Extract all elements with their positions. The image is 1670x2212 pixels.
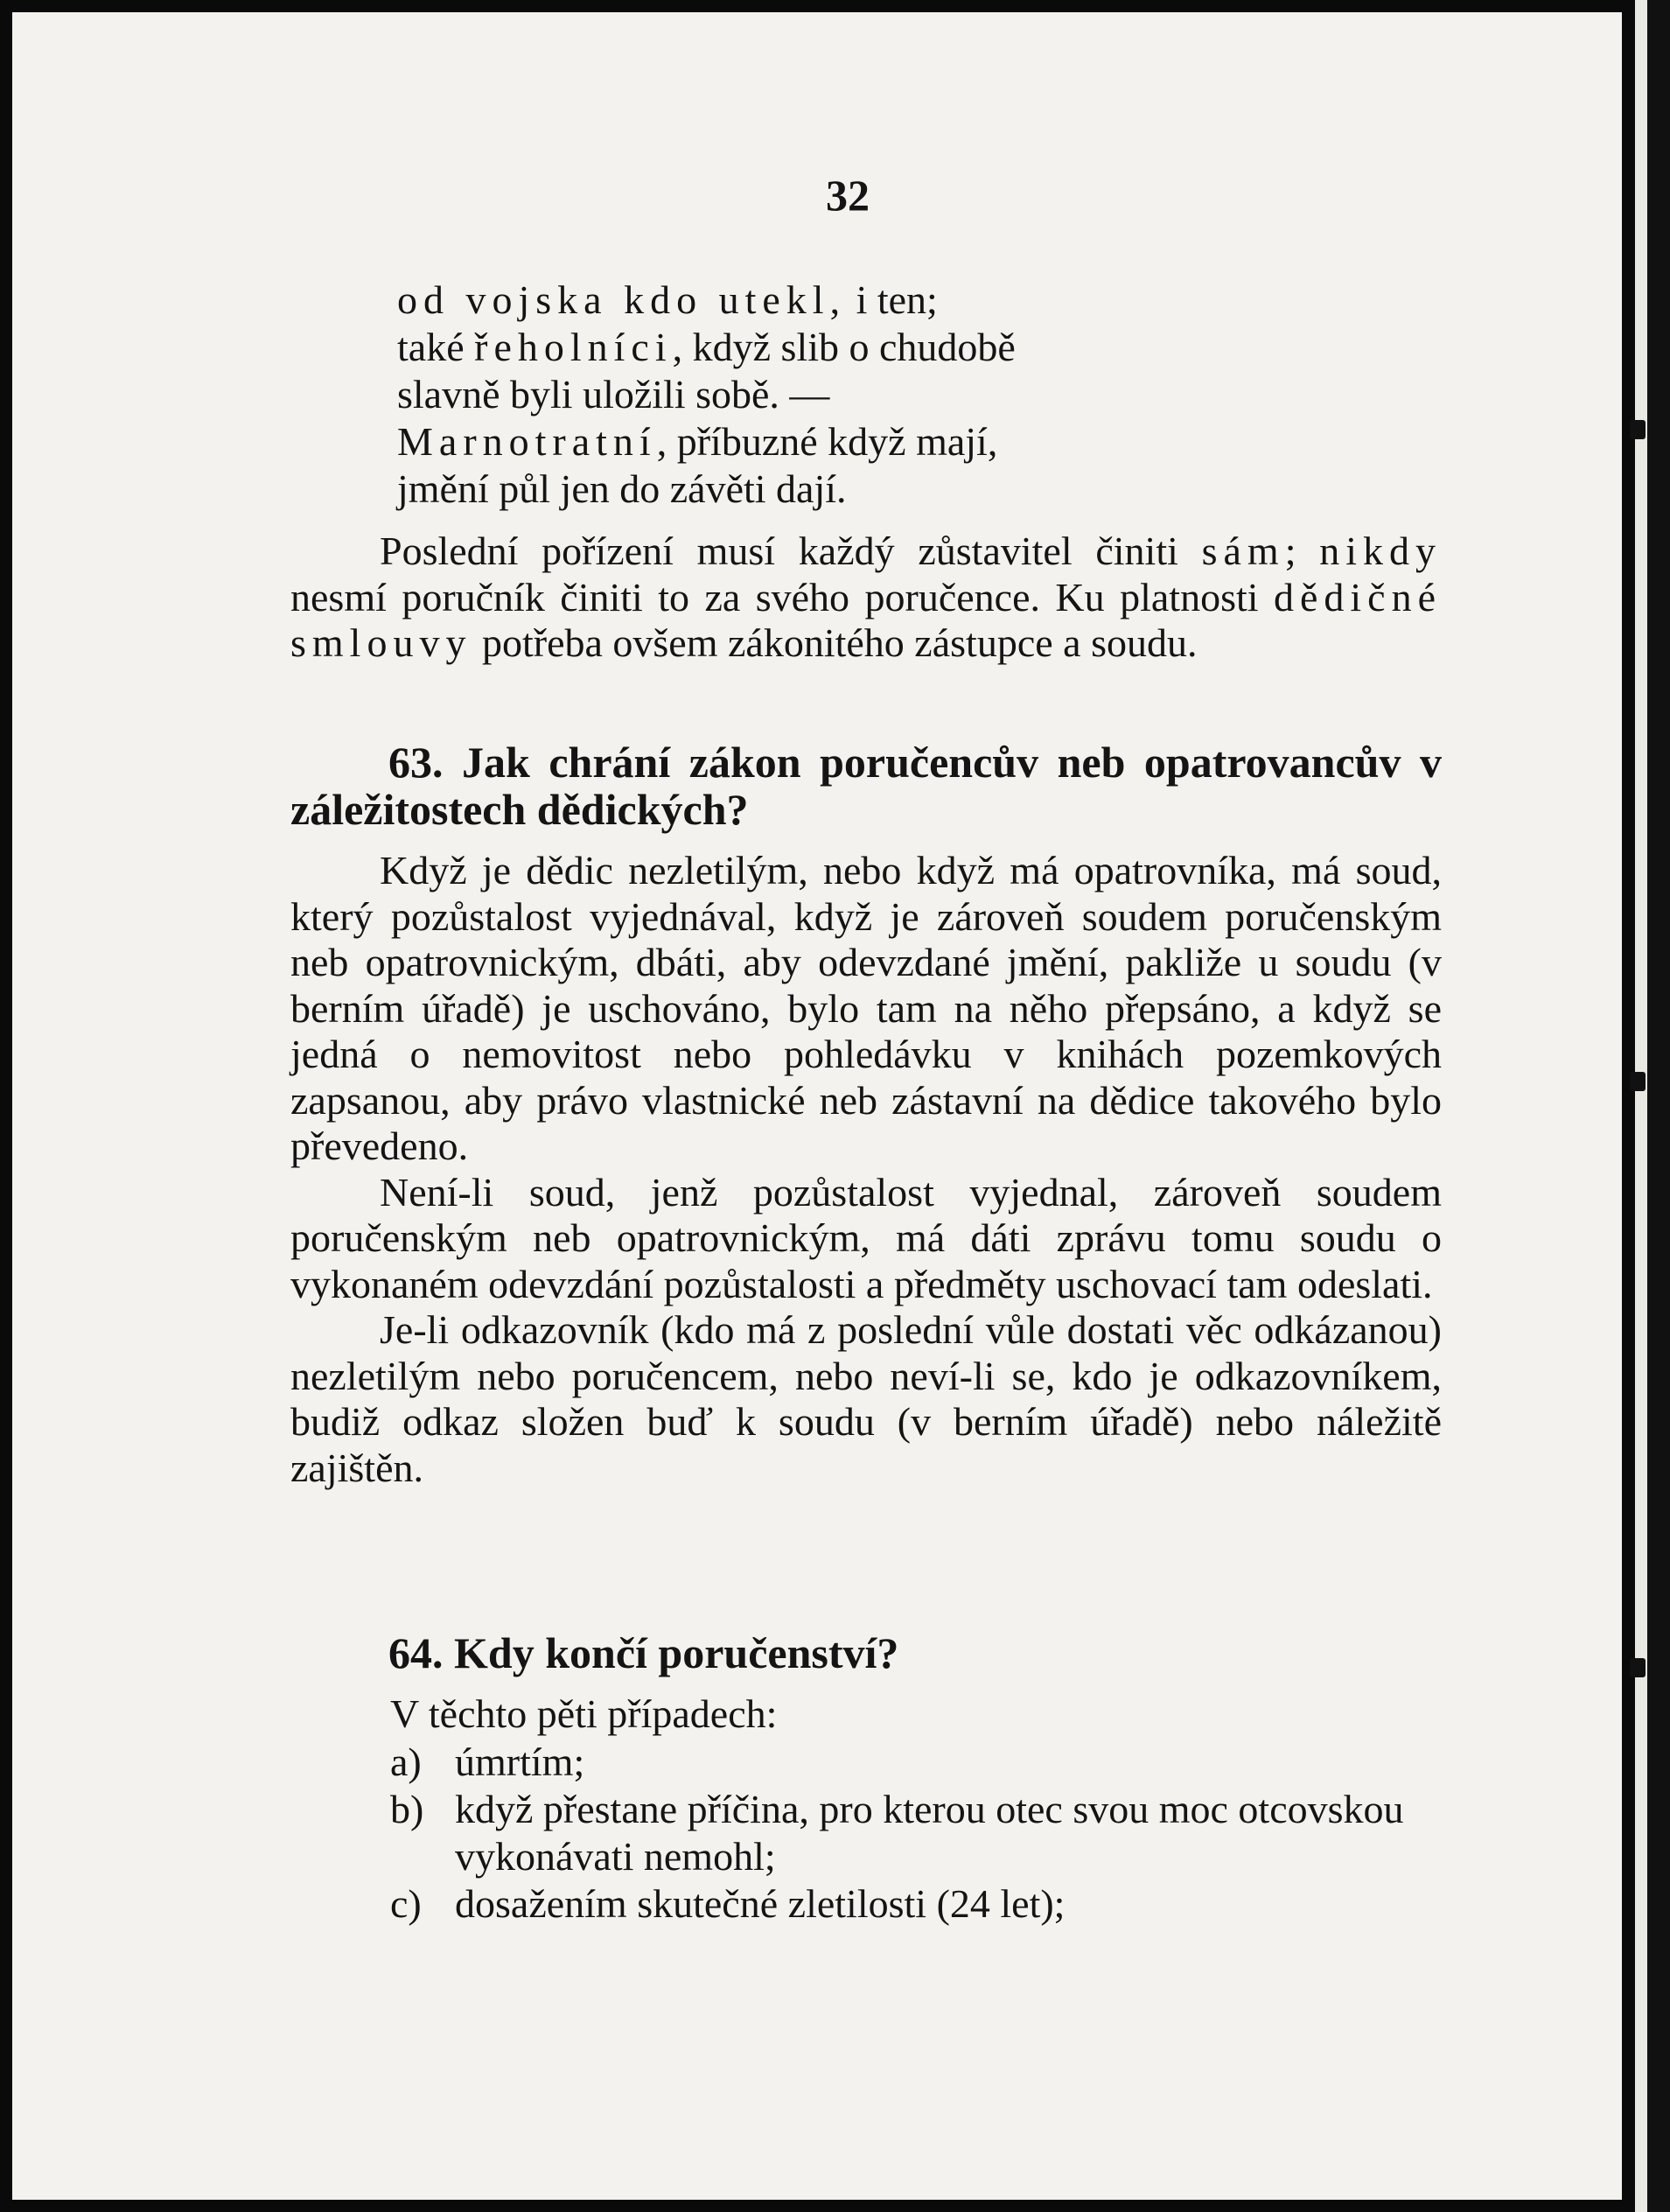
list-marker: b) bbox=[390, 1787, 424, 1831]
page-edge bbox=[1635, 0, 1670, 2212]
section-heading-63: 63. Jak chrání zákon poručencův neb opatrovancův v záležitostech dědických? bbox=[290, 738, 1442, 834]
list-item bbox=[390, 1739, 1457, 1786]
list-item bbox=[390, 1880, 1457, 1928]
verse-line: také řeholníci, když slib o chudobě bbox=[397, 325, 1016, 369]
list-marker: a) bbox=[390, 1740, 422, 1784]
list-marker: c) bbox=[390, 1881, 422, 1926]
section-heading-64: 64. Kdy končí poručenství? bbox=[388, 1628, 899, 1677]
list-item-text: úmrtím; bbox=[455, 1740, 585, 1784]
section-64-list bbox=[390, 1739, 1457, 1928]
paragraph: Když je dědic nezletilým, nebo když má opatrovníka, má soud, který pozůstalost vyjednával, když je zároveň soudem poručenským neb opatrovnickým, dbáti, aby odevzdané jmění, pakliže u soudu (v berním úřadě) je uschováno, bylo tam na něho přepsáno, a když se jedná o nemovitost nebo pohledávku v knihách pozemkových zapsanou, aby právo vlastnické neb zástavní na dědice takového bylo převedeno. bbox=[290, 848, 1442, 1168]
paragraph: Je-li odkazovník (kdo má z poslední vůle dostati věc odkázanou) nezletilým nebo poručencem, nebo neví-li se, kdo je odkazovníkem, budiž odkaz složen buď k soudu (v berním úřadě) nebo náležitě zajištěn. bbox=[290, 1307, 1442, 1490]
page-edge-mark bbox=[1630, 1072, 1646, 1091]
list-item-text: dosažením skutečné zletilosti (24 let); bbox=[455, 1881, 1066, 1926]
verse-line: jmění půl jen do závěti dají. bbox=[397, 466, 847, 511]
verse-line: slavně byli uložili sobě. — bbox=[397, 372, 830, 416]
verse-line: Marnotratní, příbuzné když mají, bbox=[397, 419, 998, 464]
paragraph: Poslední pořízení musí každý zůstavitel činiti sám; nikdy nesmí poručník činiti to za svého poručence. Ku platnosti dědičné smlouvy potřeba ovšem zákonitého zástupce a soudu. bbox=[290, 528, 1442, 665]
paragraph-62-conclusion bbox=[290, 528, 1442, 667]
verse-line: od vojska kdo utekl, i ten; bbox=[397, 277, 938, 322]
page-number: 32 bbox=[826, 171, 870, 220]
section-63-body bbox=[290, 848, 1442, 1491]
list-item-text: když přestane příčina, pro kterou otec svou moc otcovskou vykonávati nemohl; bbox=[455, 1787, 1404, 1879]
paragraph: Není-li soud, jenž pozůstalost vyjednal, zároveň soudem poručenským neb opatrovnickým, má dáti zprávu tomu soudu o vykonaném odevzdání pozůstalosti a předměty uschovací tam odeslati. bbox=[290, 1169, 1442, 1306]
section-64-intro: V těchto pěti případech: bbox=[390, 1691, 778, 1736]
page-edge-mark bbox=[1630, 420, 1646, 439]
list-item bbox=[390, 1786, 1457, 1880]
book-page bbox=[12, 12, 1622, 2200]
page-edge-mark bbox=[1630, 1658, 1646, 1677]
verse-block bbox=[397, 276, 1254, 513]
